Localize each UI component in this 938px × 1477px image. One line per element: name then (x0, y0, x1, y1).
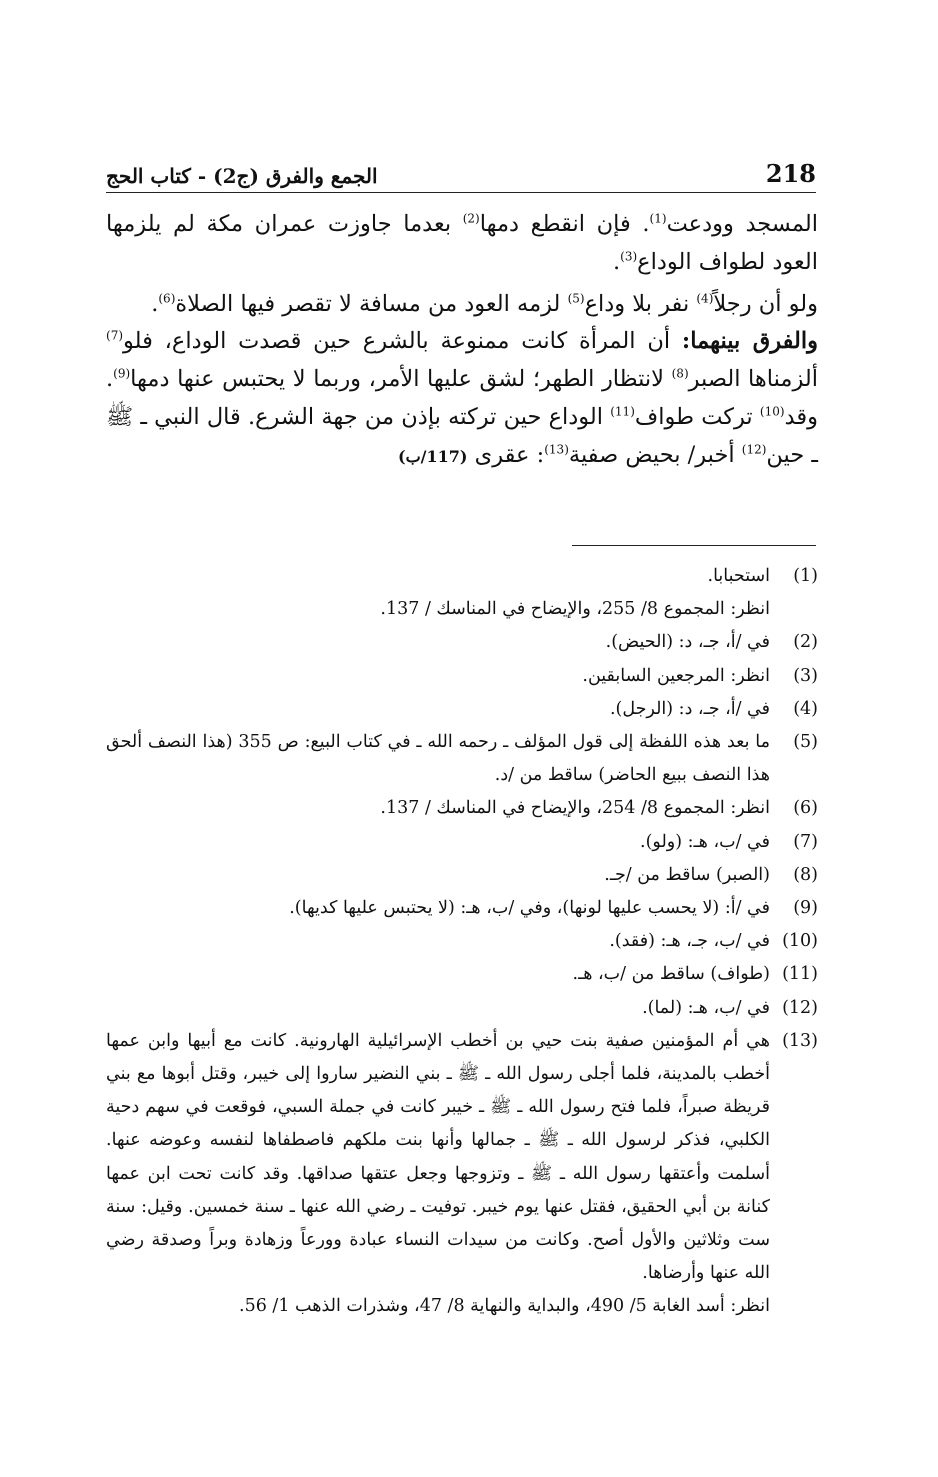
footnote-number: (2) (793, 632, 818, 653)
footnote-line: في /أ، جـ، د: (الرجل). (609, 698, 770, 719)
footnote-line: في /ب، هـ: (ولو). (640, 831, 770, 852)
footnote-line: انظر: أسد الغابة 5/ 490، والبداية والنهاية 8/ 47، وشذرات الذهب 1/ 56. (239, 1296, 770, 1317)
footnote-item (106, 992, 818, 1025)
footnote-line: في /أ، جـ، د: (الحيض). (605, 632, 770, 653)
footnote-item (106, 792, 818, 825)
footnote-ref[interactable]: (11) (610, 404, 635, 419)
footnote-number: (4) (793, 698, 818, 719)
footnote-text (106, 560, 770, 626)
footnote-text (106, 626, 770, 659)
footnote-ref[interactable]: (4) (696, 291, 714, 306)
footnote-ref[interactable]: (2) (462, 211, 480, 226)
footnote-line: في /أ: (لا يحسب عليها لونها)، وفي /ب، هـ: (لا يحتبس عليها كديها). (289, 898, 770, 919)
manuscript-folio-marker: (117/ب) (398, 446, 468, 466)
section-heading: والفرق بينهما: (681, 328, 818, 355)
footnote-item (106, 726, 818, 792)
footnote-number: (1) (793, 566, 818, 586)
footnote-line: في /ب، هـ: (لما). (642, 997, 770, 1018)
footnote-number: (11) (782, 964, 818, 985)
footnote-text (106, 1025, 770, 1324)
footnote-line: (الصبر) ساقط من /جـ. (604, 864, 770, 885)
footnote-number: (9) (793, 898, 818, 919)
footnote-line: (طواف) ساقط من /ب، هـ. (572, 964, 770, 985)
text-run: لانتظار الطهر؛ لشق عليها الأمر، وربما لا يحتبس عنها دمها (130, 366, 672, 393)
text-run: لزمه العود من مسافة لا تقصر فيها الصلاة (175, 290, 568, 317)
footnote-number: (3) (793, 665, 818, 686)
footnote-line: ما بعد هذه اللفظة إلى قول المؤلف ـ رحمه الله ـ في كتاب البيع: ص 355 (هذا النصف ألحق هذا النصف ببيع الحاضر) ساقط من /د. (106, 732, 770, 786)
footnote-text (106, 792, 770, 825)
paragraph-1 (106, 206, 818, 282)
text-run: ألزمناها الصبر (688, 366, 818, 393)
text-run: تركت طواف (634, 403, 760, 430)
text-run: أن المرأة كانت ممنوعة بالشرع حين قصدت الوداع، فلو (123, 328, 682, 355)
running-title: الجمع والفرق (ج2) - كتاب الحج (106, 164, 378, 188)
footnote-number: (8) (793, 864, 818, 885)
footnote-text (106, 826, 770, 859)
footnote-ref[interactable]: (8) (671, 366, 689, 381)
running-header (106, 148, 816, 188)
footnote-ref[interactable]: (9) (113, 366, 131, 381)
footnotes (106, 560, 818, 1324)
footnote-ref[interactable]: (5) (567, 291, 585, 306)
footnote-rule (572, 545, 816, 546)
footnote-line: في /ب، جـ، هـ: (فقد). (609, 931, 770, 952)
paragraph-3 (106, 323, 818, 475)
footnote-ref[interactable]: (13) (544, 442, 569, 457)
main-text (106, 206, 818, 476)
text-run: : عقرى (474, 441, 545, 468)
text-run: ولو أن رجلاً (713, 290, 818, 317)
text-run: . وقد (106, 366, 818, 430)
footnote-ref[interactable]: (7) (106, 328, 124, 343)
footnote-text (106, 992, 770, 1025)
footnote-item (106, 925, 818, 958)
text-run: المسجد وودعت (666, 211, 818, 237)
footnote-ref[interactable]: (10) (759, 404, 785, 419)
footnote-text (106, 660, 770, 693)
footnote-ref[interactable]: (12) (741, 442, 767, 457)
footnote-ref[interactable]: (3) (620, 249, 638, 264)
footnote-item (106, 560, 818, 626)
footnote-text (106, 726, 770, 792)
footnote-item (106, 958, 818, 991)
header-rule (106, 192, 816, 193)
text-run: أخبر/ بحيض صفية (568, 441, 742, 468)
footnote-number: (12) (782, 997, 818, 1018)
footnote-number: (5) (793, 732, 818, 753)
text-run: . فإن انقطع دمها (479, 211, 650, 237)
footnote-number: (13) (782, 1030, 818, 1051)
footnote-item (106, 859, 818, 892)
footnote-item (106, 693, 818, 726)
text-run: . (151, 290, 159, 317)
paragraph-2 (106, 286, 818, 324)
footnote-item (106, 826, 818, 859)
text-run: بعدما جاوزت عمران مكة لم يلزمها العود لطواف الوداع (106, 211, 818, 275)
footnote-number: (7) (793, 831, 818, 852)
footnote-line: انظر: المجموع 8/ 255، والإيضاح في المناسك / 137. (380, 599, 770, 620)
footnote-line: انظر: المرجعين السابقين. (582, 665, 770, 686)
footnote-ref[interactable]: (6) (158, 291, 176, 306)
footnote-text (106, 693, 770, 726)
footnote-item (106, 1025, 818, 1324)
footnote-line: استحبابا. (707, 566, 770, 586)
footnote-line: انظر: المجموع 8/ 254، والإيضاح في المناسك / 137. (380, 798, 770, 819)
text-run: الوداع حين تركته بإذن من جهة الشرع. قال النبي ـ ﷺ ـ حين (106, 403, 818, 468)
footnote-number: (6) (793, 798, 818, 819)
footnote-text (106, 958, 770, 991)
footnote-line: هي أم المؤمنين صفية بنت حيي بن أخطب الإسرائيلية الهارونية. كانت مع أبيها وابن عمها أخطب بالمدينة، فلما أجلى رسول الله ـ ﷺ ـ بني النضير ساروا إلى خيبر، وقتل أبوها مع بني قريظة صبراً، فلما فتح رسول الله ـ ﷺ ـ خيبر كانت في جملة السبي، فوقعت في سهم دحية الكلبي، فذكر لرسول الله ـ ﷺ ـ جمالها وأنها بنت ملكهم فاصطفاها لنفسه وعوضه عنها. أسلمت وأعتقها رسول الله ـ ﷺ ـ وتزوجها وجعل عتقها صداقها. وقد كانت تحت ابن عمها كنانة بن أبي الحقيق، فقتل عنها يوم خيبر. توفيت ـ رضي الله عنها ـ سنة خمسين. وقيل: سنة ست وثلاثين والأول أصح. وكانت من سيدات النساء عبادة وورعاً وزهادة وبراً وصدقة رضي الله عنها وأرضاها. (106, 1030, 770, 1284)
footnote-item (106, 660, 818, 693)
footnote-ref[interactable]: (1) (649, 211, 667, 226)
text-run: نفر بلا وداع (584, 290, 697, 317)
footnote-text (106, 859, 770, 892)
footnote-text (106, 925, 770, 958)
footnote-text (106, 892, 770, 925)
page-number: 218 (765, 159, 816, 188)
footnote-item (106, 892, 818, 925)
text-run: . (612, 248, 621, 275)
footnote-item (106, 626, 818, 659)
footnote-number: (10) (782, 931, 818, 952)
